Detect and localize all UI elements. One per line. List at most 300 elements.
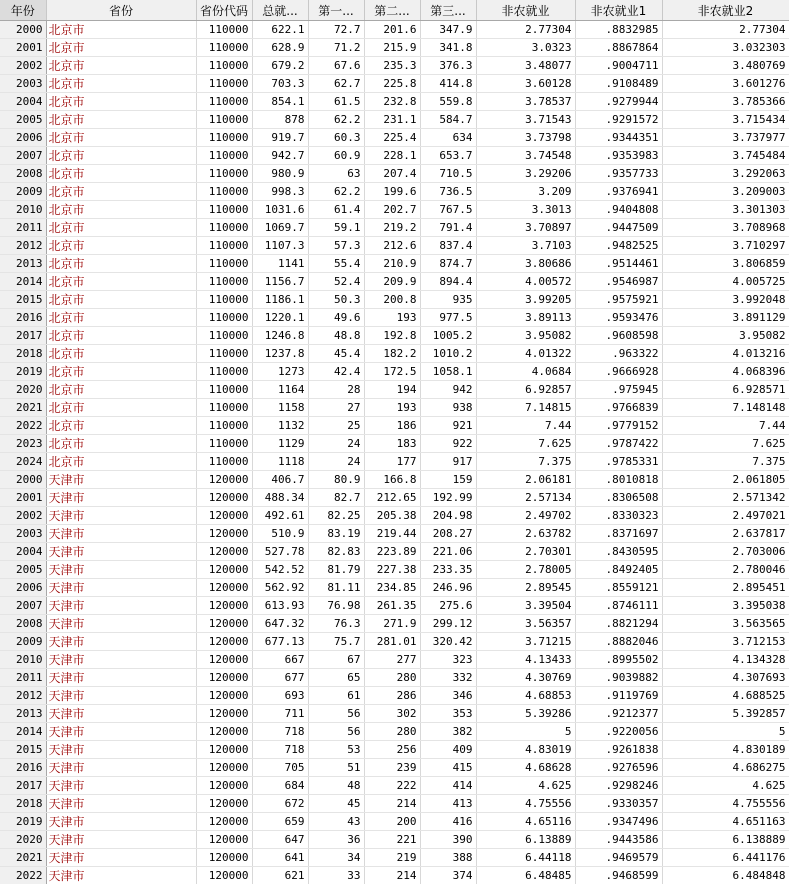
cell-secondary-industry[interactable]: 172.5 xyxy=(364,363,420,381)
cell-secondary-industry[interactable]: 234.85 xyxy=(364,579,420,597)
cell-province[interactable]: 北京市 xyxy=(46,147,196,165)
cell-nonfarm-employment-1[interactable]: .9443586 xyxy=(575,831,662,849)
cell-nonfarm-employment[interactable]: 3.89113 xyxy=(476,309,575,327)
cell-year[interactable]: 2006 xyxy=(0,129,46,147)
table-row[interactable] xyxy=(0,723,789,741)
cell-nonfarm-employment-2[interactable]: 2.703006 xyxy=(662,543,789,561)
cell-province[interactable]: 北京市 xyxy=(46,39,196,57)
cell-province[interactable]: 天津市 xyxy=(46,777,196,795)
table-row[interactable] xyxy=(0,813,789,831)
cell-province[interactable]: 天津市 xyxy=(46,597,196,615)
cell-total-employment[interactable]: 1107.3 xyxy=(252,237,308,255)
cell-province-code[interactable]: 120000 xyxy=(196,831,252,849)
cell-province[interactable]: 北京市 xyxy=(46,93,196,111)
cell-province[interactable]: 天津市 xyxy=(46,741,196,759)
table-row[interactable] xyxy=(0,543,789,561)
cell-tertiary-industry[interactable]: 584.7 xyxy=(420,111,476,129)
table-row[interactable] xyxy=(0,633,789,651)
cell-total-employment[interactable]: 684 xyxy=(252,777,308,795)
cell-nonfarm-employment-2[interactable]: 3.301303 xyxy=(662,201,789,219)
cell-tertiary-industry[interactable]: 275.6 xyxy=(420,597,476,615)
table-row[interactable] xyxy=(0,453,789,471)
cell-province-code[interactable]: 110000 xyxy=(196,363,252,381)
cell-province-code[interactable]: 120000 xyxy=(196,489,252,507)
cell-primary-industry[interactable]: 28 xyxy=(308,381,364,399)
cell-year[interactable]: 2009 xyxy=(0,183,46,201)
cell-year[interactable]: 2019 xyxy=(0,813,46,831)
cell-year[interactable]: 2014 xyxy=(0,723,46,741)
cell-secondary-industry[interactable]: 228.1 xyxy=(364,147,420,165)
cell-year[interactable]: 2016 xyxy=(0,309,46,327)
cell-total-employment[interactable]: 677.13 xyxy=(252,633,308,651)
cell-primary-industry[interactable]: 33 xyxy=(308,867,364,884)
cell-primary-industry[interactable]: 61.4 xyxy=(308,201,364,219)
table-row[interactable] xyxy=(0,219,789,237)
cell-total-employment[interactable]: 718 xyxy=(252,723,308,741)
cell-province[interactable]: 天津市 xyxy=(46,561,196,579)
cell-province-code[interactable]: 110000 xyxy=(196,183,252,201)
cell-province[interactable]: 天津市 xyxy=(46,651,196,669)
cell-year[interactable]: 2010 xyxy=(0,201,46,219)
cell-total-employment[interactable]: 1186.1 xyxy=(252,291,308,309)
cell-province[interactable]: 北京市 xyxy=(46,435,196,453)
cell-tertiary-industry[interactable]: 341.8 xyxy=(420,39,476,57)
cell-nonfarm-employment-2[interactable]: 3.395038 xyxy=(662,597,789,615)
cell-tertiary-industry[interactable]: 221.06 xyxy=(420,543,476,561)
cell-tertiary-industry[interactable]: 376.3 xyxy=(420,57,476,75)
cell-total-employment[interactable]: 679.2 xyxy=(252,57,308,75)
cell-nonfarm-employment-2[interactable]: 3.292063 xyxy=(662,165,789,183)
cell-province[interactable]: 天津市 xyxy=(46,723,196,741)
cell-nonfarm-employment-2[interactable]: 3.891129 xyxy=(662,309,789,327)
cell-province-code[interactable]: 120000 xyxy=(196,579,252,597)
cell-nonfarm-employment-1[interactable]: .9347496 xyxy=(575,813,662,831)
cell-nonfarm-employment[interactable]: 6.44118 xyxy=(476,849,575,867)
column-header-nonfarm-employment-2[interactable]: 非农就业2 xyxy=(662,0,789,21)
cell-nonfarm-employment-1[interactable]: .9779152 xyxy=(575,417,662,435)
cell-year[interactable]: 2008 xyxy=(0,615,46,633)
cell-nonfarm-employment[interactable]: 4.68853 xyxy=(476,687,575,705)
cell-nonfarm-employment-2[interactable]: 3.806859 xyxy=(662,255,789,273)
cell-nonfarm-employment-2[interactable]: 2.571342 xyxy=(662,489,789,507)
cell-nonfarm-employment-1[interactable]: .9279944 xyxy=(575,93,662,111)
cell-tertiary-industry[interactable]: 1058.1 xyxy=(420,363,476,381)
table-row[interactable] xyxy=(0,147,789,165)
cell-year[interactable]: 2013 xyxy=(0,255,46,273)
cell-year[interactable]: 2007 xyxy=(0,147,46,165)
cell-year[interactable]: 2002 xyxy=(0,507,46,525)
cell-secondary-industry[interactable]: 280 xyxy=(364,723,420,741)
table-row[interactable] xyxy=(0,579,789,597)
cell-year[interactable]: 2008 xyxy=(0,165,46,183)
cell-tertiary-industry[interactable]: 346 xyxy=(420,687,476,705)
cell-nonfarm-employment-1[interactable]: .9514461 xyxy=(575,255,662,273)
cell-province-code[interactable]: 110000 xyxy=(196,39,252,57)
cell-total-employment[interactable]: 622.1 xyxy=(252,21,308,39)
cell-nonfarm-employment[interactable]: 3.29206 xyxy=(476,165,575,183)
cell-total-employment[interactable]: 542.52 xyxy=(252,561,308,579)
cell-province-code[interactable]: 110000 xyxy=(196,57,252,75)
table-row[interactable] xyxy=(0,273,789,291)
cell-nonfarm-employment-1[interactable]: .8867864 xyxy=(575,39,662,57)
cell-nonfarm-employment[interactable]: 7.14815 xyxy=(476,399,575,417)
cell-province[interactable]: 天津市 xyxy=(46,813,196,831)
cell-nonfarm-employment-2[interactable]: 6.441176 xyxy=(662,849,789,867)
cell-province[interactable]: 北京市 xyxy=(46,57,196,75)
cell-primary-industry[interactable]: 52.4 xyxy=(308,273,364,291)
table-row[interactable] xyxy=(0,507,789,525)
cell-province[interactable]: 北京市 xyxy=(46,129,196,147)
cell-nonfarm-employment[interactable]: 3.73798 xyxy=(476,129,575,147)
cell-total-employment[interactable]: 1141 xyxy=(252,255,308,273)
cell-nonfarm-employment-1[interactable]: .8330323 xyxy=(575,507,662,525)
cell-tertiary-industry[interactable]: 791.4 xyxy=(420,219,476,237)
cell-nonfarm-employment[interactable]: 2.57134 xyxy=(476,489,575,507)
cell-total-employment[interactable]: 492.61 xyxy=(252,507,308,525)
cell-nonfarm-employment-1[interactable]: .9575921 xyxy=(575,291,662,309)
cell-nonfarm-employment-1[interactable]: .8306508 xyxy=(575,489,662,507)
cell-province[interactable]: 北京市 xyxy=(46,327,196,345)
cell-secondary-industry[interactable]: 280 xyxy=(364,669,420,687)
cell-secondary-industry[interactable]: 193 xyxy=(364,399,420,417)
table-row[interactable] xyxy=(0,255,789,273)
cell-tertiary-industry[interactable]: 192.99 xyxy=(420,489,476,507)
table-row[interactable] xyxy=(0,291,789,309)
cell-nonfarm-employment-2[interactable]: 3.563565 xyxy=(662,615,789,633)
cell-nonfarm-employment-2[interactable]: 5.392857 xyxy=(662,705,789,723)
cell-primary-industry[interactable]: 82.83 xyxy=(308,543,364,561)
cell-year[interactable]: 2015 xyxy=(0,291,46,309)
cell-province-code[interactable]: 110000 xyxy=(196,147,252,165)
cell-total-employment[interactable]: 510.9 xyxy=(252,525,308,543)
cell-primary-industry[interactable]: 67 xyxy=(308,651,364,669)
cell-tertiary-industry[interactable]: 874.7 xyxy=(420,255,476,273)
cell-province-code[interactable]: 120000 xyxy=(196,507,252,525)
cell-province[interactable]: 北京市 xyxy=(46,363,196,381)
cell-secondary-industry[interactable]: 192.8 xyxy=(364,327,420,345)
cell-nonfarm-employment-2[interactable]: 3.708968 xyxy=(662,219,789,237)
cell-total-employment[interactable]: 677 xyxy=(252,669,308,687)
table-row[interactable] xyxy=(0,345,789,363)
cell-year[interactable]: 2012 xyxy=(0,237,46,255)
cell-province-code[interactable]: 110000 xyxy=(196,129,252,147)
cell-secondary-industry[interactable]: 227.38 xyxy=(364,561,420,579)
cell-secondary-industry[interactable]: 256 xyxy=(364,741,420,759)
table-row[interactable] xyxy=(0,705,789,723)
cell-nonfarm-employment-2[interactable]: 6.138889 xyxy=(662,831,789,849)
cell-total-employment[interactable]: 1129 xyxy=(252,435,308,453)
cell-total-employment[interactable]: 1118 xyxy=(252,453,308,471)
cell-year[interactable]: 2009 xyxy=(0,633,46,651)
cell-nonfarm-employment-2[interactable]: 4.134328 xyxy=(662,651,789,669)
cell-nonfarm-employment[interactable]: 4.30769 xyxy=(476,669,575,687)
cell-total-employment[interactable]: 647 xyxy=(252,831,308,849)
cell-primary-industry[interactable]: 48.8 xyxy=(308,327,364,345)
cell-province-code[interactable]: 120000 xyxy=(196,849,252,867)
cell-tertiary-industry[interactable]: 204.98 xyxy=(420,507,476,525)
cell-nonfarm-employment-1[interactable]: .8832985 xyxy=(575,21,662,39)
cell-nonfarm-employment-1[interactable]: .8559121 xyxy=(575,579,662,597)
column-header-total-employment[interactable]: 总就... xyxy=(252,0,308,21)
cell-tertiary-industry[interactable]: 935 xyxy=(420,291,476,309)
cell-province[interactable]: 北京市 xyxy=(46,417,196,435)
cell-nonfarm-employment-1[interactable]: .8995502 xyxy=(575,651,662,669)
cell-tertiary-industry[interactable]: 413 xyxy=(420,795,476,813)
cell-nonfarm-employment[interactable]: 2.78005 xyxy=(476,561,575,579)
cell-province-code[interactable]: 110000 xyxy=(196,237,252,255)
cell-nonfarm-employment-1[interactable]: .9108489 xyxy=(575,75,662,93)
cell-year[interactable]: 2003 xyxy=(0,75,46,93)
cell-secondary-industry[interactable]: 212.65 xyxy=(364,489,420,507)
cell-total-employment[interactable]: 562.92 xyxy=(252,579,308,597)
cell-year[interactable]: 2022 xyxy=(0,867,46,884)
cell-province-code[interactable]: 110000 xyxy=(196,417,252,435)
cell-nonfarm-employment-1[interactable]: .9291572 xyxy=(575,111,662,129)
table-row[interactable] xyxy=(0,21,789,39)
cell-province[interactable]: 北京市 xyxy=(46,345,196,363)
cell-nonfarm-employment[interactable]: 5.39286 xyxy=(476,705,575,723)
cell-tertiary-industry[interactable]: 653.7 xyxy=(420,147,476,165)
cell-nonfarm-employment-2[interactable]: 2.77304 xyxy=(662,21,789,39)
cell-nonfarm-employment-1[interactable]: .9298246 xyxy=(575,777,662,795)
cell-secondary-industry[interactable]: 166.8 xyxy=(364,471,420,489)
cell-nonfarm-employment-1[interactable]: .9785331 xyxy=(575,453,662,471)
cell-province-code[interactable]: 120000 xyxy=(196,813,252,831)
cell-province-code[interactable]: 120000 xyxy=(196,759,252,777)
cell-nonfarm-employment-1[interactable]: .9546987 xyxy=(575,273,662,291)
cell-primary-industry[interactable]: 59.1 xyxy=(308,219,364,237)
cell-nonfarm-employment[interactable]: 3.56357 xyxy=(476,615,575,633)
cell-nonfarm-employment-2[interactable]: 4.068396 xyxy=(662,363,789,381)
cell-province[interactable]: 北京市 xyxy=(46,273,196,291)
cell-total-employment[interactable]: 711 xyxy=(252,705,308,723)
cell-province-code[interactable]: 120000 xyxy=(196,651,252,669)
cell-nonfarm-employment-2[interactable]: 4.830189 xyxy=(662,741,789,759)
table-row[interactable] xyxy=(0,75,789,93)
cell-tertiary-industry[interactable]: 347.9 xyxy=(420,21,476,39)
cell-year[interactable]: 2006 xyxy=(0,579,46,597)
cell-primary-industry[interactable]: 24 xyxy=(308,435,364,453)
cell-province[interactable]: 北京市 xyxy=(46,381,196,399)
cell-nonfarm-employment-1[interactable]: .9353983 xyxy=(575,147,662,165)
cell-year[interactable]: 2023 xyxy=(0,435,46,453)
cell-secondary-industry[interactable]: 193 xyxy=(364,309,420,327)
table-row[interactable] xyxy=(0,867,789,884)
cell-nonfarm-employment-2[interactable]: 3.601276 xyxy=(662,75,789,93)
cell-year[interactable]: 2014 xyxy=(0,273,46,291)
cell-year[interactable]: 2021 xyxy=(0,849,46,867)
column-header-province[interactable]: 省份 xyxy=(46,0,196,21)
cell-province[interactable]: 天津市 xyxy=(46,705,196,723)
cell-nonfarm-employment-1[interactable]: .9482525 xyxy=(575,237,662,255)
cell-year[interactable]: 2019 xyxy=(0,363,46,381)
cell-total-employment[interactable]: 1237.8 xyxy=(252,345,308,363)
cell-nonfarm-employment[interactable]: 3.80686 xyxy=(476,255,575,273)
cell-tertiary-industry[interactable]: 414 xyxy=(420,777,476,795)
cell-tertiary-industry[interactable]: 710.5 xyxy=(420,165,476,183)
cell-year[interactable]: 2018 xyxy=(0,795,46,813)
cell-primary-industry[interactable]: 82.25 xyxy=(308,507,364,525)
cell-nonfarm-employment[interactable]: 2.70301 xyxy=(476,543,575,561)
cell-tertiary-industry[interactable]: 942 xyxy=(420,381,476,399)
table-row[interactable] xyxy=(0,651,789,669)
table-row[interactable] xyxy=(0,849,789,867)
cell-tertiary-industry[interactable]: 977.5 xyxy=(420,309,476,327)
cell-nonfarm-employment[interactable]: 2.06181 xyxy=(476,471,575,489)
cell-secondary-industry[interactable]: 199.6 xyxy=(364,183,420,201)
cell-primary-industry[interactable]: 62.2 xyxy=(308,111,364,129)
cell-province-code[interactable]: 120000 xyxy=(196,525,252,543)
cell-province-code[interactable]: 110000 xyxy=(196,309,252,327)
cell-year[interactable]: 2011 xyxy=(0,669,46,687)
cell-tertiary-industry[interactable]: 736.5 xyxy=(420,183,476,201)
cell-nonfarm-employment[interactable]: 7.625 xyxy=(476,435,575,453)
cell-secondary-industry[interactable]: 214 xyxy=(364,867,420,884)
column-header-province-code[interactable]: 省份代码 xyxy=(196,0,252,21)
cell-province-code[interactable]: 110000 xyxy=(196,219,252,237)
table-row[interactable] xyxy=(0,669,789,687)
table-row[interactable] xyxy=(0,615,789,633)
cell-nonfarm-employment-1[interactable]: .9330357 xyxy=(575,795,662,813)
cell-tertiary-industry[interactable]: 208.27 xyxy=(420,525,476,543)
cell-province[interactable]: 天津市 xyxy=(46,525,196,543)
cell-province-code[interactable]: 110000 xyxy=(196,201,252,219)
cell-nonfarm-employment-2[interactable]: 3.715434 xyxy=(662,111,789,129)
cell-nonfarm-employment-1[interactable]: .9469579 xyxy=(575,849,662,867)
cell-secondary-industry[interactable]: 186 xyxy=(364,417,420,435)
cell-province[interactable]: 北京市 xyxy=(46,201,196,219)
table-row[interactable] xyxy=(0,183,789,201)
cell-nonfarm-employment[interactable]: 3.0323 xyxy=(476,39,575,57)
cell-province[interactable]: 天津市 xyxy=(46,867,196,884)
cell-tertiary-industry[interactable]: 894.4 xyxy=(420,273,476,291)
cell-nonfarm-employment-1[interactable]: .8746111 xyxy=(575,597,662,615)
cell-province[interactable]: 天津市 xyxy=(46,687,196,705)
cell-nonfarm-employment-2[interactable]: 4.755556 xyxy=(662,795,789,813)
cell-nonfarm-employment-2[interactable]: 4.013216 xyxy=(662,345,789,363)
cell-tertiary-industry[interactable]: 353 xyxy=(420,705,476,723)
cell-total-employment[interactable]: 703.3 xyxy=(252,75,308,93)
cell-primary-industry[interactable]: 62.2 xyxy=(308,183,364,201)
table-row[interactable] xyxy=(0,57,789,75)
cell-secondary-industry[interactable]: 210.9 xyxy=(364,255,420,273)
cell-tertiary-industry[interactable]: 1005.2 xyxy=(420,327,476,345)
cell-year[interactable]: 2007 xyxy=(0,597,46,615)
cell-province[interactable]: 天津市 xyxy=(46,507,196,525)
cell-nonfarm-employment-2[interactable]: 2.637817 xyxy=(662,525,789,543)
cell-primary-industry[interactable]: 75.7 xyxy=(308,633,364,651)
cell-province[interactable]: 北京市 xyxy=(46,237,196,255)
cell-province[interactable]: 天津市 xyxy=(46,543,196,561)
cell-province[interactable]: 天津市 xyxy=(46,831,196,849)
cell-primary-industry[interactable]: 82.7 xyxy=(308,489,364,507)
cell-nonfarm-employment-2[interactable]: 2.780046 xyxy=(662,561,789,579)
column-header-primary-industry[interactable]: 第一... xyxy=(308,0,364,21)
table-row[interactable] xyxy=(0,381,789,399)
cell-tertiary-industry[interactable]: 388 xyxy=(420,849,476,867)
cell-nonfarm-employment-1[interactable]: .9787422 xyxy=(575,435,662,453)
cell-nonfarm-employment[interactable]: 3.60128 xyxy=(476,75,575,93)
cell-tertiary-industry[interactable]: 917 xyxy=(420,453,476,471)
table-row[interactable] xyxy=(0,597,789,615)
cell-nonfarm-employment-2[interactable]: 2.061805 xyxy=(662,471,789,489)
table-row[interactable] xyxy=(0,237,789,255)
cell-year[interactable]: 2021 xyxy=(0,399,46,417)
cell-nonfarm-employment[interactable]: 4.68628 xyxy=(476,759,575,777)
cell-total-employment[interactable]: 998.3 xyxy=(252,183,308,201)
table-row[interactable] xyxy=(0,435,789,453)
cell-year[interactable]: 2001 xyxy=(0,489,46,507)
cell-nonfarm-employment-1[interactable]: .9766839 xyxy=(575,399,662,417)
cell-nonfarm-employment-2[interactable]: 4.686275 xyxy=(662,759,789,777)
cell-nonfarm-employment[interactable]: 7.375 xyxy=(476,453,575,471)
cell-province-code[interactable]: 120000 xyxy=(196,669,252,687)
cell-province[interactable]: 天津市 xyxy=(46,795,196,813)
cell-primary-industry[interactable]: 81.79 xyxy=(308,561,364,579)
cell-nonfarm-employment-2[interactable]: 3.480769 xyxy=(662,57,789,75)
cell-primary-industry[interactable]: 45.4 xyxy=(308,345,364,363)
cell-tertiary-industry[interactable]: 159 xyxy=(420,471,476,489)
cell-province-code[interactable]: 120000 xyxy=(196,561,252,579)
table-row[interactable] xyxy=(0,489,789,507)
cell-province[interactable]: 天津市 xyxy=(46,759,196,777)
cell-province-code[interactable]: 110000 xyxy=(196,273,252,291)
cell-nonfarm-employment[interactable]: 4.65116 xyxy=(476,813,575,831)
cell-nonfarm-employment-2[interactable]: 3.712153 xyxy=(662,633,789,651)
cell-nonfarm-employment[interactable]: 3.71543 xyxy=(476,111,575,129)
cell-nonfarm-employment[interactable]: 3.209 xyxy=(476,183,575,201)
cell-primary-industry[interactable]: 50.3 xyxy=(308,291,364,309)
cell-nonfarm-employment-1[interactable]: .9357733 xyxy=(575,165,662,183)
cell-year[interactable]: 2012 xyxy=(0,687,46,705)
cell-nonfarm-employment-2[interactable]: 6.928571 xyxy=(662,381,789,399)
cell-nonfarm-employment-2[interactable]: 6.484848 xyxy=(662,867,789,884)
table-row[interactable] xyxy=(0,795,789,813)
cell-tertiary-industry[interactable]: 233.35 xyxy=(420,561,476,579)
cell-province-code[interactable]: 110000 xyxy=(196,327,252,345)
cell-secondary-industry[interactable]: 271.9 xyxy=(364,615,420,633)
cell-year[interactable]: 2002 xyxy=(0,57,46,75)
table-row[interactable] xyxy=(0,309,789,327)
cell-tertiary-industry[interactable]: 837.4 xyxy=(420,237,476,255)
cell-secondary-industry[interactable]: 231.1 xyxy=(364,111,420,129)
cell-total-employment[interactable]: 854.1 xyxy=(252,93,308,111)
cell-nonfarm-employment[interactable]: 4.75556 xyxy=(476,795,575,813)
cell-secondary-industry[interactable]: 223.89 xyxy=(364,543,420,561)
cell-year[interactable]: 2024 xyxy=(0,453,46,471)
table-row[interactable] xyxy=(0,111,789,129)
cell-nonfarm-employment[interactable]: 4.01322 xyxy=(476,345,575,363)
cell-nonfarm-employment-2[interactable]: 3.745484 xyxy=(662,147,789,165)
cell-total-employment[interactable]: 488.34 xyxy=(252,489,308,507)
cell-province-code[interactable]: 110000 xyxy=(196,93,252,111)
table-row[interactable] xyxy=(0,363,789,381)
cell-year[interactable]: 2016 xyxy=(0,759,46,777)
cell-primary-industry[interactable]: 55.4 xyxy=(308,255,364,273)
cell-province[interactable]: 天津市 xyxy=(46,471,196,489)
cell-nonfarm-employment-1[interactable]: .9376941 xyxy=(575,183,662,201)
cell-nonfarm-employment[interactable]: 3.95082 xyxy=(476,327,575,345)
cell-primary-industry[interactable]: 63 xyxy=(308,165,364,183)
cell-nonfarm-employment-1[interactable]: .9119769 xyxy=(575,687,662,705)
cell-nonfarm-employment-1[interactable]: .9344351 xyxy=(575,129,662,147)
cell-secondary-industry[interactable]: 277 xyxy=(364,651,420,669)
cell-nonfarm-employment-2[interactable]: 4.688525 xyxy=(662,687,789,705)
cell-total-employment[interactable]: 1246.8 xyxy=(252,327,308,345)
cell-total-employment[interactable]: 919.7 xyxy=(252,129,308,147)
table-row[interactable] xyxy=(0,93,789,111)
cell-nonfarm-employment-1[interactable]: .9039882 xyxy=(575,669,662,687)
